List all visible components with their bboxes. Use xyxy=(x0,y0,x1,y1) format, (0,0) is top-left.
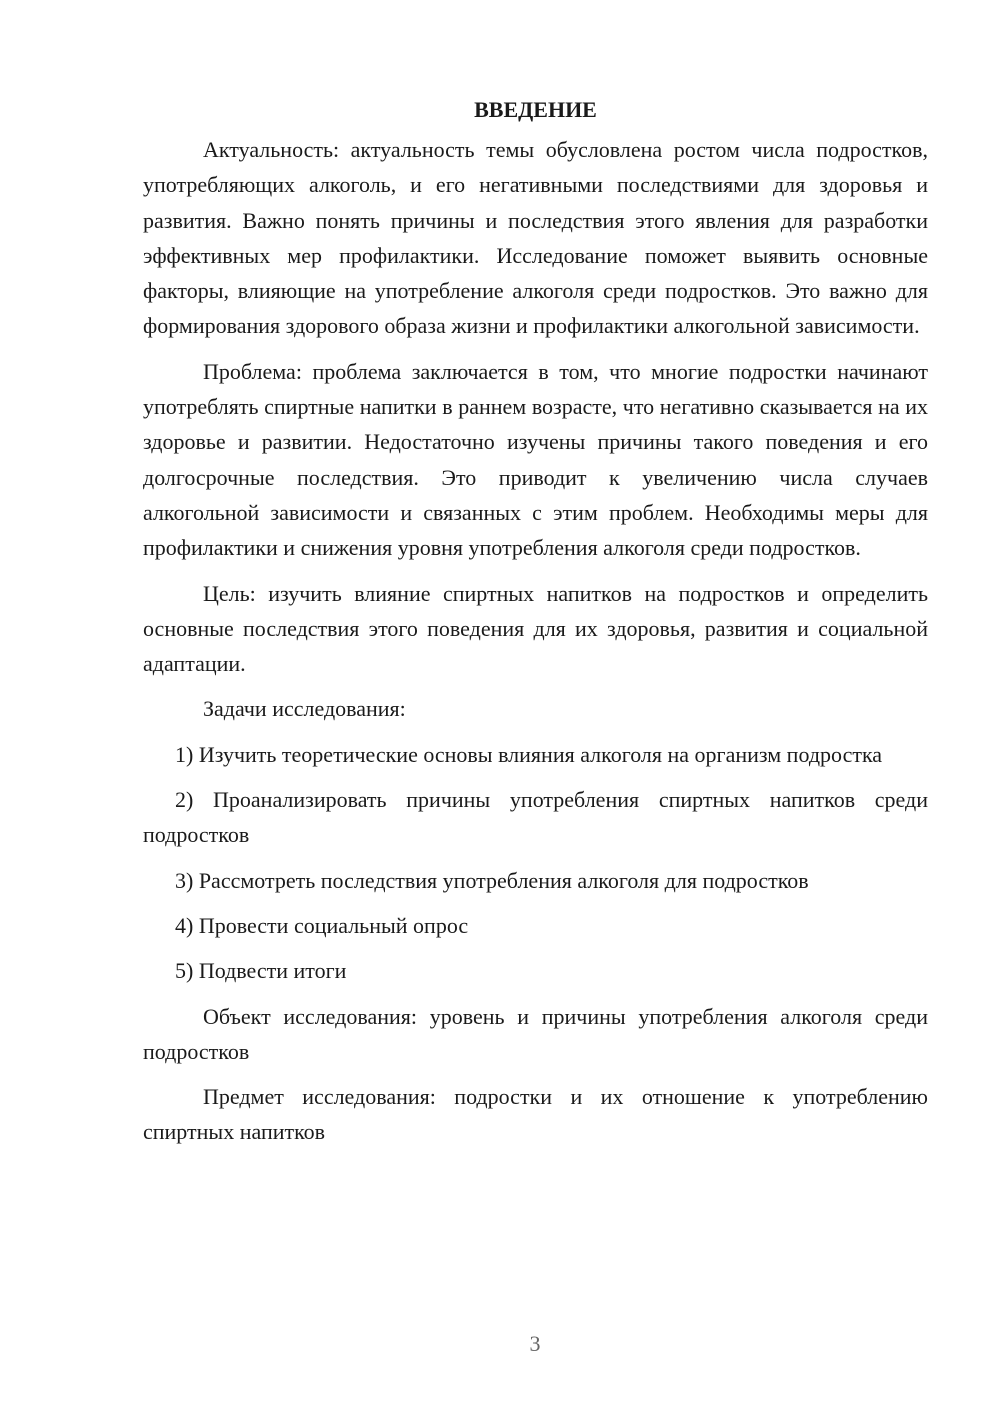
list-item: 1) Изучить теоретические основы влияния алкоголя на организм подростка xyxy=(175,741,883,767)
paragraph-problem: Проблема: проблема заключается в том, что многие подростки начинают употреблять спиртные напитки в раннем возрасте, что негативно сказывается на их здоровье и развитии. Недостаточно изучены причины такого поведения и его долгосрочные последствия. Это приводит к увеличению числа случаев алкогольной зависимости и связанных с этим проблем. Необходимы меры для профилактики и снижения уровня употребления алкоголя среди подростков. xyxy=(143,358,928,561)
tasks-heading: Задачи исследования: xyxy=(203,696,406,722)
page-number: 3 xyxy=(529,1331,541,1356)
list-item: 5) Подвести итоги xyxy=(175,958,347,984)
paragraph-relevance: Актуальность: актуальность темы обусловлена ростом числа подростков, употребляющих алкоголь, и его негативными последствиями для здоровья и развития. Важно понять причины и последствия этого явления для разработки эффективных мер профилактики. Исследование поможет выявить основные факторы, влияющие на употребление алкоголя среди подростков. Это важно для формирования здорового образа жизни и профилактики алкогольной зависимости. xyxy=(143,137,928,339)
list-item: 3) Рассмотреть последствия употребления алкоголя для подростков xyxy=(175,867,809,893)
page-title: ВВЕДЕНИЕ xyxy=(474,97,597,122)
list-item: 2) Проанализировать причины употребления спиртных напитков среди подростков xyxy=(143,787,928,848)
paragraph-object: Объект исследования: уровень и причины употребления алкоголя среди подростков xyxy=(143,1003,928,1064)
task-list xyxy=(143,737,928,989)
list-item: 4) Провести социальный опрос xyxy=(175,912,469,938)
paragraph-goal: Цель: изучить влияние спиртных напитков на подростков и определить основные последствия этого поведения для их здоровья, развития и социальной адаптации. xyxy=(143,580,928,677)
paragraph-subject: Предмет исследования: подростки и их отношение к употреблению спиртных напитков xyxy=(143,1084,928,1145)
document-page xyxy=(143,90,928,1160)
